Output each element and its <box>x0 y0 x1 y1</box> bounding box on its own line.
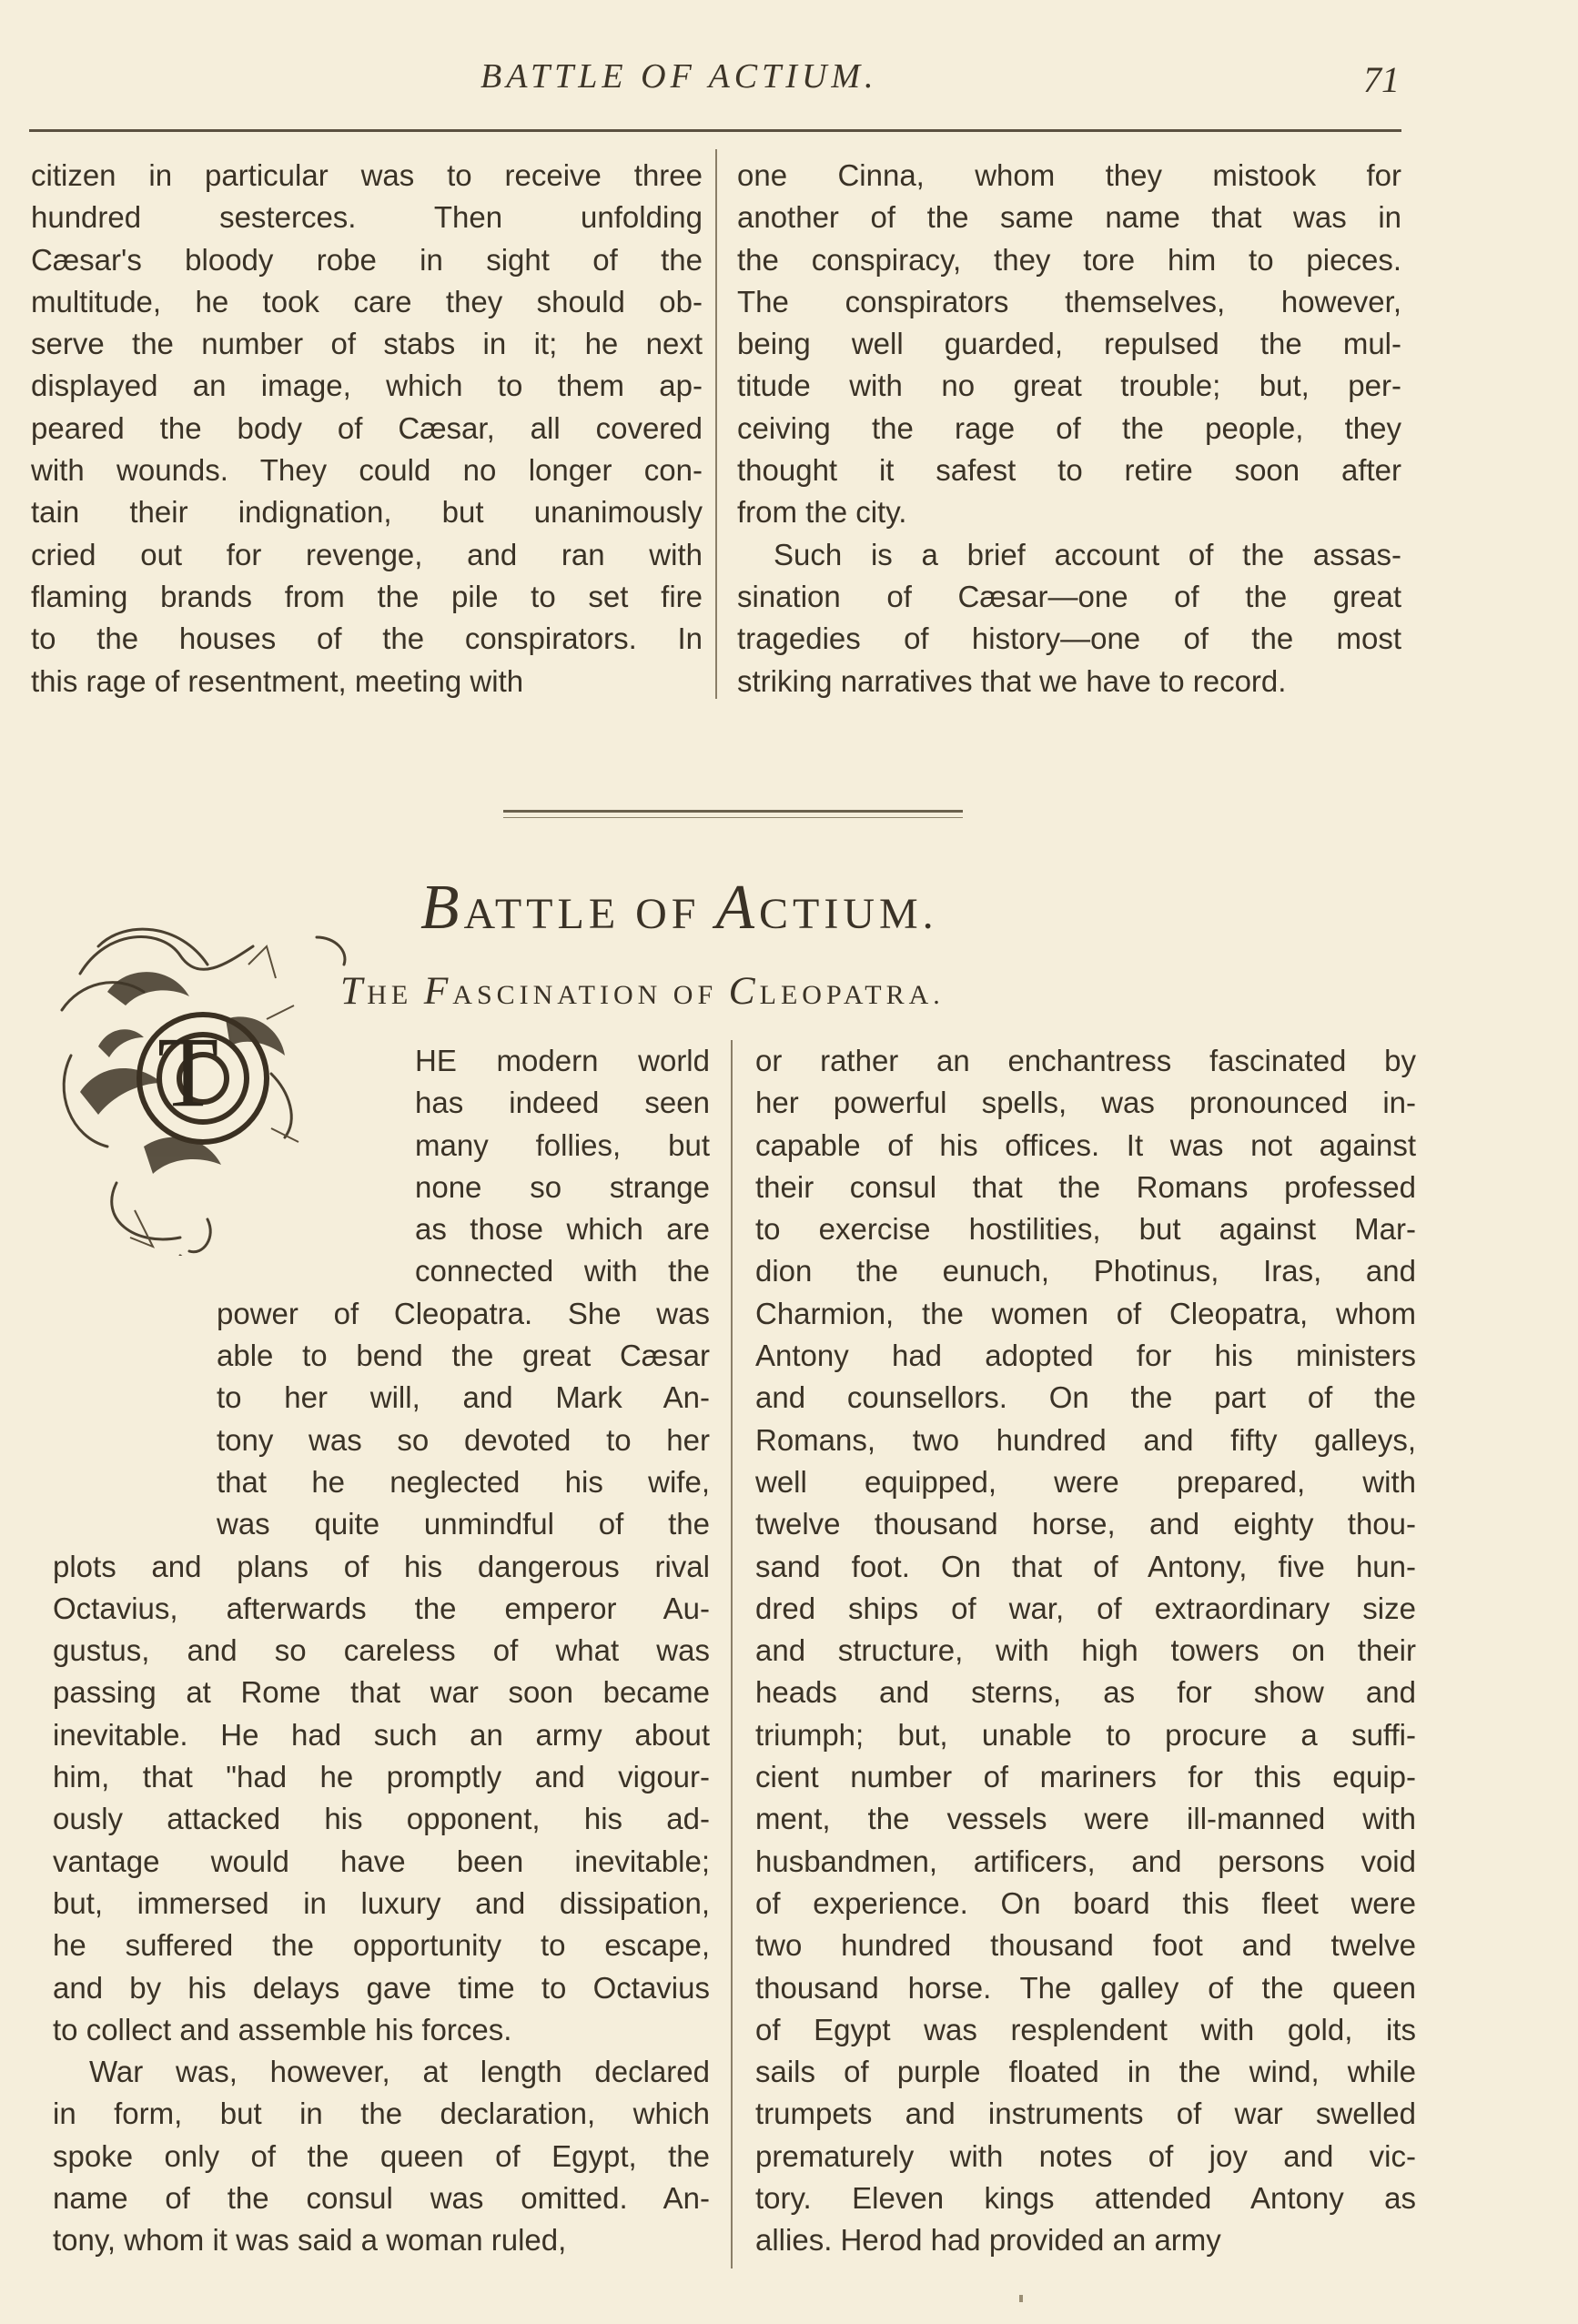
text-line: tony, whom it was said a woman ruled, <box>53 2223 567 2258</box>
text-line: from the city. <box>737 495 907 530</box>
text-line: has indeed seen <box>415 1086 710 1120</box>
text-line: displayed an image, which to them ap- <box>31 369 703 403</box>
title-initial: A <box>715 873 760 943</box>
page-number: 71 <box>1363 59 1400 100</box>
printer-mark <box>1019 2295 1023 2302</box>
text-line: allies. Herod had provided an army <box>755 2223 1221 2258</box>
text-line: with wounds. They could no longer con- <box>31 453 703 488</box>
subtitle-initial: F <box>423 969 453 1013</box>
article-subtitle <box>340 968 945 1014</box>
text-line: none so strange <box>415 1169 710 1204</box>
title-text: ATTLE OF <box>463 890 716 938</box>
text-line: citizen in particular was to receive three <box>31 158 703 192</box>
subtitle-text: HE <box>367 980 424 1010</box>
top-right-column <box>737 155 1401 702</box>
text-line: their consul that the Romans professed <box>755 1169 1416 1204</box>
text-line: serve the number of stabs in it; he next <box>31 327 703 361</box>
text-line: and structure, with high towers on their <box>755 1633 1416 1668</box>
column-rule <box>715 149 717 699</box>
text-line: tony was so devoted to her <box>217 1422 710 1457</box>
section-divider-thin <box>503 817 963 818</box>
article-title <box>420 872 938 945</box>
text-line: name of the consul was omitted. An- <box>53 2181 710 2216</box>
text-line: as those which are <box>415 1212 710 1247</box>
text-line: her powerful spells, was pronounced in- <box>755 1086 1416 1120</box>
text-line: multitude, he took care they should ob- <box>31 284 703 318</box>
text-line: power of Cleopatra. She was <box>217 1296 710 1330</box>
text-line: titude with no great trouble; but, per- <box>737 369 1401 403</box>
text-line: dion the eunuch, Photinus, Iras, and <box>755 1254 1416 1288</box>
top-left-column <box>31 155 703 702</box>
text-line: and by his delays gave time to Octavius <box>53 1970 710 2005</box>
subtitle-initial: C <box>728 969 760 1013</box>
text-line: gustus, and so careless of what was <box>53 1633 710 1668</box>
text-line: another of the same name that was in <box>737 200 1401 235</box>
text-line: The conspirators themselves, however, <box>737 284 1401 318</box>
text-line: Romans, two hundred and fifty galleys, <box>755 1422 1416 1457</box>
text-line: capable of his offices. It was not against <box>755 1127 1416 1162</box>
text-line: ously attacked his opponent, his ad- <box>53 1802 710 1836</box>
text-line: Charmion, the women of Cleopatra, whom <box>755 1296 1416 1330</box>
text-line: to collect and assemble his forces. <box>53 2012 512 2046</box>
text-line: flaming brands from the pile to set fire <box>31 579 703 613</box>
text-line: cried out for revenge, and ran with <box>31 537 703 571</box>
text-line: spoke only of the queen of Egypt, the <box>53 2138 710 2173</box>
text-line: husbandmen, artificers, and persons void <box>755 1844 1416 1878</box>
text-line: of experience. On board this fleet were <box>755 1885 1416 1920</box>
text-line: striking narratives that we have to record. <box>737 663 1287 698</box>
text-line: able to bend the great Cæsar <box>217 1339 710 1373</box>
text-line: Antony had adopted for his ministers <box>755 1339 1416 1373</box>
text-line: prematurely with notes of joy and vic- <box>755 2138 1416 2173</box>
text-line: he suffered the opportunity to escape, <box>53 1928 710 1963</box>
text-line: tragedies of history—one of the most <box>737 621 1401 656</box>
text-line: ceiving the rage of the people, they <box>737 410 1401 445</box>
text-line: one Cinna, whom they mistook for <box>737 158 1401 192</box>
title-initial: B <box>420 873 464 943</box>
text-line: that he neglected his wife, <box>217 1464 710 1499</box>
text-line: thousand horse. The galley of the queen <box>755 1970 1416 2005</box>
text-line: sination of Cæsar—one of the great <box>737 579 1401 613</box>
text-line: plots and plans of his dangerous rival <box>53 1549 710 1583</box>
text-line: triumph; but, unable to procure a suffi- <box>755 1717 1416 1752</box>
text-line: two hundred thousand foot and twelve <box>755 1928 1416 1963</box>
text-line: in form, but in the declaration, which <box>53 2097 710 2131</box>
text-line: being well guarded, repulsed the mul- <box>737 327 1401 361</box>
text-line: thought it safest to retire soon after <box>737 453 1401 488</box>
article-right-column <box>755 1040 1416 2262</box>
text-line: HE modern world <box>415 1044 710 1077</box>
subtitle-initial: T <box>340 969 368 1013</box>
text-line: inevitable. He had such an army about <box>53 1717 710 1752</box>
text-line: to exercise hostilities, but against Mar- <box>755 1212 1416 1247</box>
text-line: this rage of resentment, meeting with <box>31 663 524 698</box>
text-line: cient number of mariners for this equip- <box>755 1760 1416 1794</box>
article-left-column <box>53 1040 710 2262</box>
text-line: him, that "had he promptly and vigour- <box>53 1760 710 1794</box>
column-rule <box>731 1040 733 2268</box>
header-rule <box>29 129 1401 132</box>
text-line: Octavius, afterwards the emperor Au- <box>53 1591 710 1625</box>
text-line: tain their indignation, but unanimously <box>31 495 703 530</box>
text-line: passing at Rome that war soon became <box>53 1675 710 1710</box>
title-text: CTIUM. <box>759 890 938 938</box>
text-line: of Egypt was resplendent with gold, its <box>755 2012 1416 2046</box>
text-line: but, immersed in luxury and dissipation, <box>53 1885 710 1920</box>
text-line: heads and sterns, as for show and <box>755 1675 1416 1710</box>
section-divider <box>503 810 963 813</box>
subtitle-text: LEOPATRA. <box>759 980 945 1010</box>
text-line: tory. Eleven kings attended Antony as <box>755 2181 1416 2216</box>
text-line: Such is a brief account of the assas- <box>774 537 1401 571</box>
text-line: connected with the <box>415 1254 710 1288</box>
text-line: dred ships of war, of extraordinary size <box>755 1591 1416 1625</box>
text-line: many follies, but <box>415 1127 710 1162</box>
text-line: well equipped, were prepared, with <box>755 1464 1416 1499</box>
text-line: to her will, and Mark An- <box>217 1380 710 1415</box>
subtitle-text: ASCINATION OF <box>452 980 729 1010</box>
text-line: hundred sesterces. Then unfolding <box>31 200 703 235</box>
text-line: to the houses of the conspirators. In <box>31 621 703 656</box>
text-line: sand foot. On that of Antony, five hun- <box>755 1549 1416 1583</box>
text-line: twelve thousand horse, and eighty thou- <box>755 1507 1416 1541</box>
text-line: vantage would have been inevitable; <box>53 1844 710 1878</box>
text-line: ment, the vessels were ill-manned with <box>755 1802 1416 1836</box>
running-head: BATTLE OF ACTIUM. <box>480 57 878 96</box>
text-line: sails of purple floated in the wind, while <box>755 2055 1416 2089</box>
text-line: was quite unmindful of the <box>217 1507 710 1541</box>
text-line: trumpets and instruments of war swelled <box>755 2097 1416 2131</box>
text-line: the conspiracy, they tore him to pieces. <box>737 242 1401 277</box>
text-line: or rather an enchantress fascinated by <box>755 1044 1416 1077</box>
text-line: Cæsar's bloody robe in sight of the <box>31 242 703 277</box>
drop-cap-letter: T <box>157 1016 219 1127</box>
text-line: and counsellors. On the part of the <box>755 1380 1416 1415</box>
text-line: War was, however, at length declared <box>89 2055 710 2089</box>
text-line: peared the body of Cæsar, all covered <box>31 410 703 445</box>
